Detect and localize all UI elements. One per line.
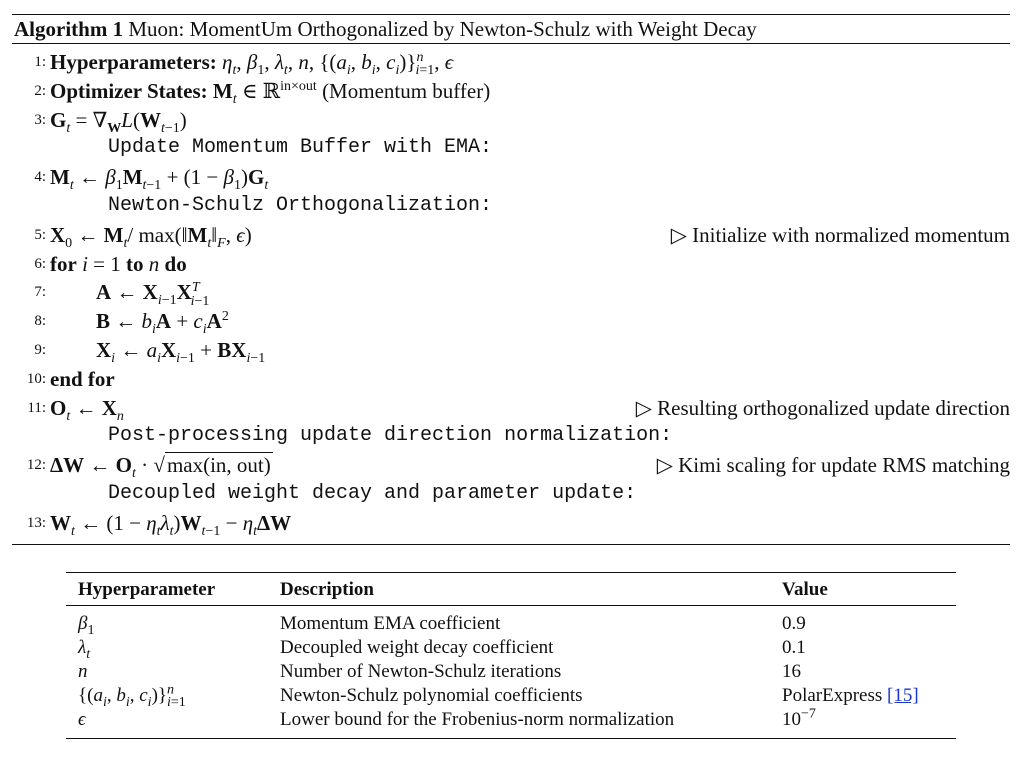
line-number: 2: xyxy=(34,82,46,99)
table-row xyxy=(66,606,956,637)
line-number: 8: xyxy=(34,313,46,330)
table-bottom-rule xyxy=(66,739,956,740)
line-10 xyxy=(12,365,1010,394)
line-2 xyxy=(12,77,1010,106)
section-weight-decay xyxy=(12,480,1010,509)
section-label: Update Momentum Buffer with EMA: xyxy=(108,136,493,160)
param-cell: ϵ xyxy=(78,709,86,730)
value-cell xyxy=(770,684,956,708)
section-label: Newton-Schulz Orthogonalization: xyxy=(108,193,493,217)
header-description: Description xyxy=(280,579,374,600)
algorithm-label: Algorithm 1 xyxy=(14,17,124,41)
header-hyperparameter: Hyperparameter xyxy=(78,579,216,600)
line-9 xyxy=(12,336,1010,365)
line-text: $W_t$ ← $(1 - \eta_t\lambda_t)W_{t-1} - \eta_t\Delta W$ xyxy=(50,510,292,539)
line-text: end for xyxy=(50,366,115,391)
bottom-rule xyxy=(12,544,1010,545)
line-number: 1: xyxy=(34,54,46,70)
section-ema xyxy=(12,134,1010,163)
value-cell: 0.1 xyxy=(782,637,806,658)
line-number: 12: xyxy=(26,457,46,474)
line-6 xyxy=(12,250,1010,279)
param-cell: {($a_i$, $b_i$, $c_i)\}^n_{i=1}$ xyxy=(78,682,186,710)
line-number: 7: xyxy=(34,284,46,301)
line-text: $X_i$ ← $a_iX_{i-1} + BX_{i-1}$ xyxy=(96,337,266,367)
hyperparameter-table xyxy=(66,572,956,739)
line-text: $G_t = \nabla_WL(W_{t-1})$ xyxy=(50,107,187,136)
line-comment: ▷ Kimi scaling for update RMS matching xyxy=(656,453,1010,478)
description-cell: Lower bound for the Frobenius-norm normalization xyxy=(280,709,675,730)
line-5 xyxy=(12,221,1010,250)
line-number: 4: xyxy=(34,169,46,186)
description-cell: Newton-Schulz polynomial coefficients xyxy=(280,685,583,706)
value-cell: 0.9 xyxy=(782,613,806,634)
section-label: Post-processing update direction normalization: xyxy=(108,424,673,448)
line-13 xyxy=(12,509,1010,538)
line-7 xyxy=(12,278,1010,307)
algorithm-lines xyxy=(12,44,1010,538)
param-cell: n xyxy=(78,661,88,682)
value-cell: 16 xyxy=(782,661,801,682)
table-row xyxy=(66,636,956,660)
section-newton-schulz xyxy=(12,192,1010,221)
line-number: 5: xyxy=(34,226,46,243)
table-row xyxy=(66,684,956,708)
algorithm-title xyxy=(12,15,1010,43)
param-cell: $\beta_1$ xyxy=(78,613,95,638)
value-text: PolarExpress xyxy=(782,685,883,706)
line-11 xyxy=(12,394,1010,423)
line-text: $X_0$ ← $M_t/$ $\max(‖M_t‖_F$, ϵ) xyxy=(50,222,252,251)
line-number: 6: xyxy=(34,255,46,272)
algorithm-name: Muon: MomentUm Orthogonalized by Newton-Schulz with Weight Decay xyxy=(128,17,757,41)
line-comment: ▷ Resulting orthogonalized update direction xyxy=(635,395,1010,420)
line-comment: ▷ Initialize with normalized momentum xyxy=(670,222,1010,247)
line-text: Hyperparameters: $\eta_t$, $\beta_1$, $\lambda_t$, n, {($a_i$, $b_i$, $c_i)\}^n_{i=1}$, ϵ xyxy=(50,50,454,79)
line-number: 3: xyxy=(34,111,46,128)
section-label: Decoupled weight decay and parameter update: xyxy=(108,481,637,505)
table-header-row xyxy=(66,573,956,606)
line-number: 11: xyxy=(27,399,46,416)
line-4 xyxy=(12,163,1010,192)
line-number: 9: xyxy=(34,341,46,358)
line-text: B ← $b_iA + c_iA^2$ xyxy=(96,309,229,338)
line-text: for i = 1 to n do xyxy=(50,251,187,276)
line-number: 10: xyxy=(26,370,46,387)
description-cell: Decoupled weight decay coefficient xyxy=(280,637,554,658)
section-postprocessing xyxy=(12,422,1010,451)
description-cell: Momentum EMA coefficient xyxy=(280,613,501,634)
value-cell: $10^{-7}$ xyxy=(782,706,816,730)
line-1 xyxy=(12,48,1010,77)
line-text: $M_t$ ← $\beta_1M_{t-1} + (1 - \beta_1)G_t$ xyxy=(50,165,269,194)
table-row xyxy=(66,708,956,739)
line-number: 13: xyxy=(26,514,46,531)
line-text: $O_t$ ← $X_n$ xyxy=(50,395,124,424)
description-cell: Number of Newton-Schulz iterations xyxy=(280,661,562,682)
line-8 xyxy=(12,307,1010,336)
citation-link[interactable]: [15] xyxy=(887,685,919,706)
line-text: ΔW ← $O_t \cdot √\max(in$, out) xyxy=(50,453,271,482)
line-12 xyxy=(12,451,1010,480)
header-value: Value xyxy=(782,579,828,600)
line-text: Optimizer States: $M_t$ ∈ ℝ$^{in\times out}$ (Momentum buffer) xyxy=(50,78,491,107)
param-cell: $\lambda_t$ xyxy=(78,637,91,662)
table-row xyxy=(66,660,956,684)
algorithm-box xyxy=(12,14,1010,545)
line-text: A ← $X_{i-1}X^T_{i-1}$ xyxy=(96,280,210,309)
line-3 xyxy=(12,106,1010,135)
